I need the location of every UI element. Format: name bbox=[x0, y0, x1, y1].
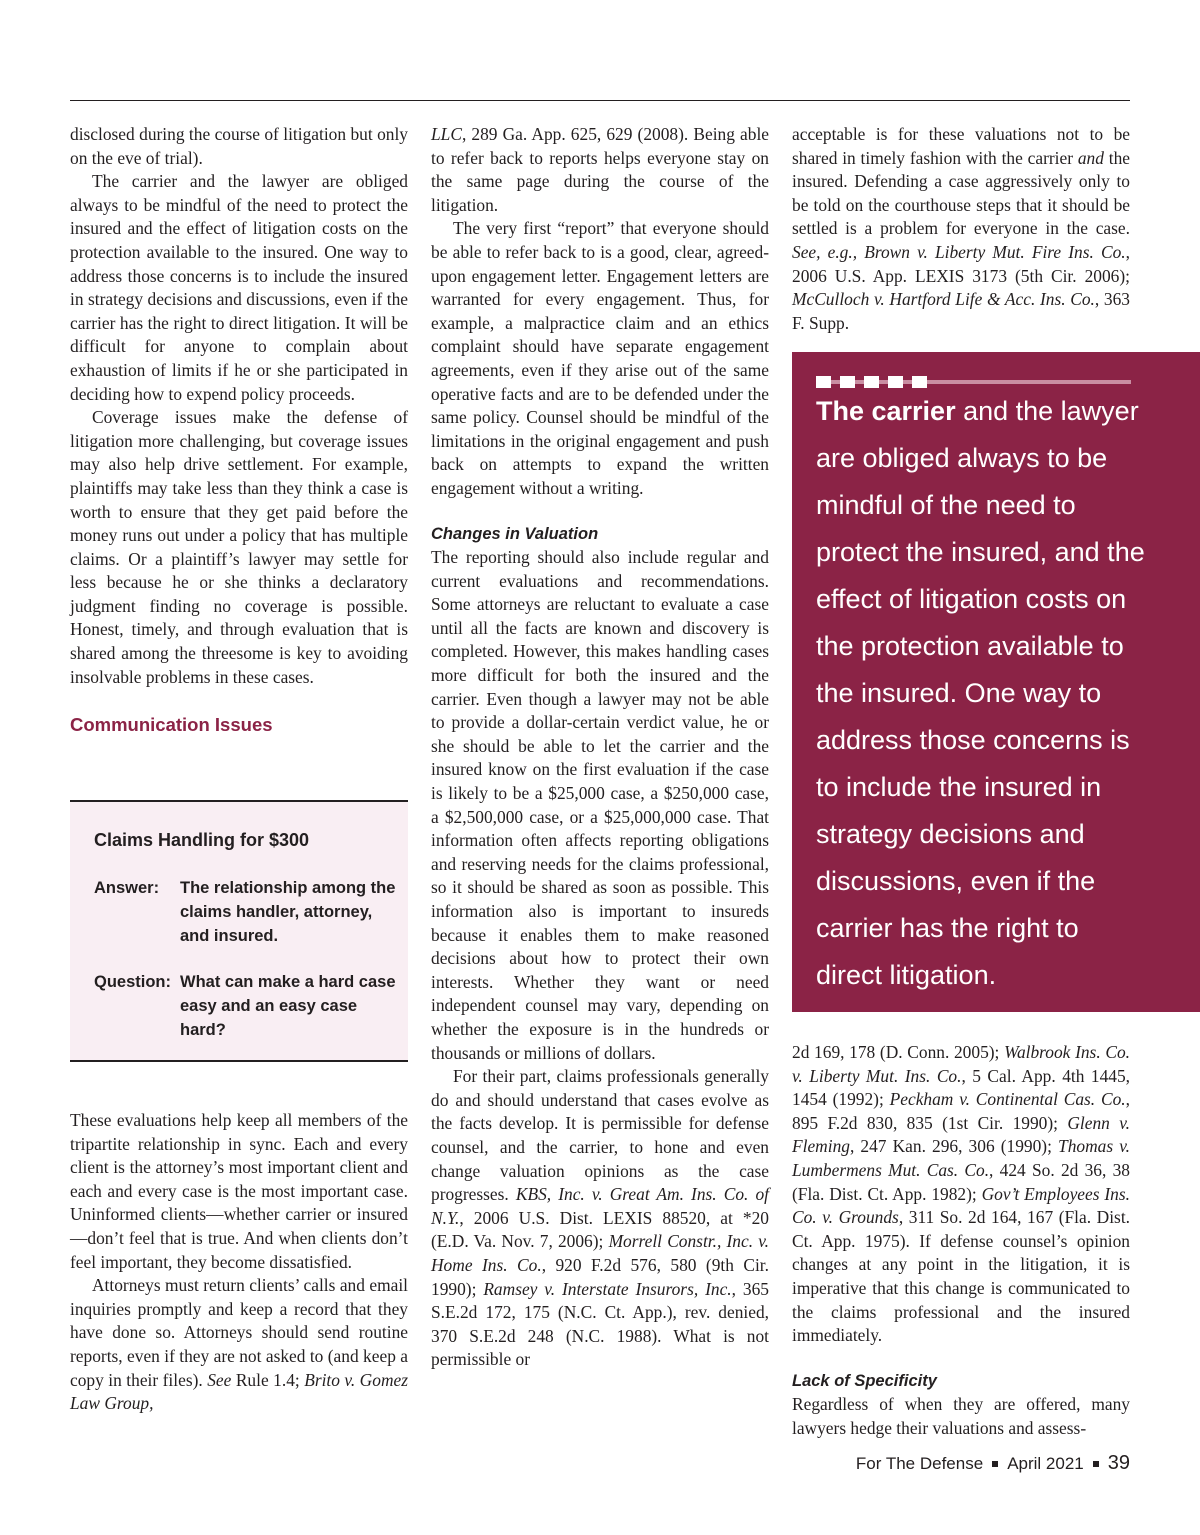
question-label: Question: bbox=[94, 973, 171, 991]
issue-date: April 2021 bbox=[1007, 1453, 1084, 1473]
col2-paragraph-1 bbox=[431, 123, 769, 217]
sidebar-question-row bbox=[94, 970, 400, 1042]
text-run: For their part, claims professionals generally do and should understand that cases evolve as the facts develop. It is permissible for defense counsel, and the carrier, to hone and even change valuation opinions as the case progresses. bbox=[431, 1066, 769, 1205]
case-citation: Morrell Constr., Inc. v. Home Ins. Co. bbox=[431, 1231, 770, 1275]
case-citation: Thomas v. Lumbermens Mut. Cas. Co. bbox=[792, 1136, 1130, 1180]
col3-paragraph-3: Regardless of when they are offered, many lawyers hedge their valuations and assess- bbox=[792, 1394, 1130, 1438]
text-run: , 2006 U.S. App. LEXIS 3173 (5th Cir. 2006); bbox=[792, 241, 1130, 286]
answer-text: The relationship among the claims handler, attorney, and insured. bbox=[180, 879, 396, 945]
column-1 bbox=[70, 123, 408, 737]
text-run: Rule 1.4; bbox=[231, 1369, 305, 1390]
case-citation: LLC bbox=[431, 124, 462, 144]
column-3 bbox=[792, 123, 1130, 335]
col3-paragraph-1 bbox=[792, 123, 1130, 335]
sidebar-answer-row bbox=[94, 876, 400, 948]
subheading-changes-in-valuation: Changes in Valuation bbox=[431, 524, 599, 543]
text-run: , 247 Kan. 296, 306 (1990); bbox=[849, 1136, 1059, 1157]
col1-paragraph-5 bbox=[70, 1274, 408, 1416]
text-run: , 920 F.2d 576, 580 (9th Cir. 1990); bbox=[431, 1254, 769, 1299]
col1-paragraph-1: disclosed during the course of litigation but only on the eve of trial). bbox=[70, 124, 408, 168]
sidebar-title: Claims Handling for $300 bbox=[94, 830, 310, 850]
pull-quote-body: and the lawyer are obliged always to be mindful of the need to protect the insured, and the effect of litigation costs on the protection available to the insured. One way to address those concerns is to include the insured in strategy decisions and discussions, even if the carrier has the right to direct litigation. bbox=[816, 396, 1145, 990]
col3-paragraph-2 bbox=[792, 1041, 1130, 1348]
text-run: the insured. Defending a case aggressively only to be told on the courthouse steps that it should be settled is a problem for everyone in the case. bbox=[792, 147, 1130, 239]
text-run: , 363 F. Supp. bbox=[792, 289, 1130, 333]
claims-handling-sidebar bbox=[70, 800, 408, 1062]
pull-quote bbox=[792, 352, 1200, 1012]
column-3-continued bbox=[792, 1041, 1130, 1441]
pull-quote-decoration bbox=[816, 376, 1131, 388]
subheading-lack-of-specificity: Lack of Specificity bbox=[792, 1371, 937, 1390]
col1-paragraph-4: These evaluations help keep all members of the tripartite relationship in sync. Each and every client is the attorney’s most important client and each and every case is the most important case. Uninformed clients—whether carrier or insured—don’t feel that is true. And when clients don’t feel important, they become dissatisfied. bbox=[70, 1110, 408, 1272]
case-citation: See, e.g., Brown v. Liberty Mut. Fire Ins. Co. bbox=[792, 241, 1126, 262]
text-run: , 5 Cal. App. 4th 1445, 1454 (1992); bbox=[792, 1065, 1131, 1110]
question-text: What can make a hard case easy and an easy case hard? bbox=[180, 973, 396, 1039]
text-run: , 2006 U.S. Dist. LEXIS 88520, at *20 (E.D. Va. Nov. 7, 2006); bbox=[431, 1207, 769, 1252]
pull-quote-text bbox=[816, 388, 1146, 999]
col1-paragraph-3: Coverage issues make the defense of litigation more challenging, but coverage issues may also help drive settlement. For example, plaintiffs may take less than they think a case is worth to ensure that they get paid before the money runs out under a policy that has multiple claims. Or a plaintiff’s lawyer may settle for less because he or she thinks a declaratory judgment finding no coverage is possible. Honest, timely, and through evaluation that is shared among the threesome is key to avoiding insolvable problems in these cases. bbox=[70, 407, 408, 687]
top-rule bbox=[70, 100, 1130, 101]
col2-paragraph-3: The reporting should also include regular and current evaluations and recommendations. Some attorneys are reluctant to evaluate a case until all the facts are known and discovery is completed. However, this makes handling cases more difficult for both the insured and the carrier. Even though a lawyer may not be able to provide a dollar-certain verdict value, he or she should be able to let the carrier and the insured know on the first evaluation if the case is likely to be a $25,000 case, a $250,000 case, a $2,500,000 case, or a $25,000,000 case. That information often affects reporting obligations and reserving needs for the claims professional, so it should be shared as soon as possible. This information also is important to insureds because it enables them to make reasoned decisions about how to protect their own interests. Whether they want or need independent counsel may vary, depending on whether the exposure is in the hundreds or thousands or millions of dollars. bbox=[431, 547, 769, 1063]
case-citation: Glenn v. Fleming bbox=[792, 1112, 1131, 1157]
emphasis: and bbox=[1077, 147, 1104, 168]
case-citation: Walbrook Ins. Co. v. Liberty Mut. Ins. Co. bbox=[792, 1042, 1130, 1086]
page-footer bbox=[856, 1452, 1130, 1475]
pull-quote-lead: The carrier bbox=[816, 396, 956, 426]
column-2 bbox=[431, 123, 769, 1372]
case-citation: Peckham v. Continental Cas. Co. bbox=[889, 1089, 1126, 1110]
col2-paragraph-4 bbox=[431, 1065, 769, 1372]
text-run: , 311 So. 2d 164, 167 (Fla. Dist. Ct. App. 1975). If defense counsel’s opinion changes at any point in the litigation, it is imperative that this change is communicated to the claims professional and the insured immediately. bbox=[792, 1207, 1130, 1346]
text-run: , 289 Ga. App. 625, 629 (2008). Being able to refer back to reports helps everyone stay on the same page during the course of the litigation. bbox=[431, 124, 769, 215]
column-1-continued bbox=[70, 1109, 408, 1416]
section-heading-communication: Communication Issues bbox=[70, 714, 273, 736]
text-run: Attorneys must return clients’ calls and email inquiries promptly and keep a record that they have done so. Attorneys should send routine reports, even if they are not asked to (and keep a copy in their files). bbox=[70, 1275, 408, 1390]
case-citation: Gov’t Employees Ins. Co. v. Grounds bbox=[792, 1183, 1130, 1228]
citation-signal: See bbox=[207, 1369, 232, 1390]
page-number: 39 bbox=[1107, 1452, 1130, 1474]
square-bullet-icon bbox=[992, 1461, 998, 1467]
col1-paragraph-2: The carrier and the lawyer are obliged always to be mindful of the need to protect the insured and the effect of litigation costs on the protection available to the insured. One way to address those concerns is to include the insured in strategy decisions and discussions, even if the carrier has the right to direct litigation. It will be difficult for anyone to complain about exhaustion of limits if he or she participated in deciding how to expend policy proceeds. bbox=[70, 171, 408, 404]
text-run: , 424 So. 2d 36, 38 (Fla. Dist. Ct. App. 1982); bbox=[792, 1159, 1131, 1204]
text-run: , 895 F.2d 830, 835 (1st Cir. 1990); bbox=[792, 1089, 1130, 1133]
text-run: , 365 S.E.2d 172, 175 (N.C. Ct. App.), rev. denied, 370 S.E.2d 248 (N.C. 1988). What is not permissible or bbox=[431, 1278, 769, 1370]
case-citation: Brito v. Gomez Law Group, bbox=[70, 1369, 408, 1414]
case-citation: KBS, Inc. v. Great Am. Ins. Co. of N.Y. bbox=[431, 1184, 769, 1228]
text-run: 2d 169, 178 (D. Conn. 2005); bbox=[792, 1042, 1005, 1062]
square-bullet-icon bbox=[1093, 1461, 1099, 1467]
case-citation: Ramsey v. Interstate Insurors, Inc. bbox=[483, 1278, 732, 1299]
publication-name: For The Defense bbox=[855, 1453, 984, 1473]
case-citation: McCulloch v. Hartford Life & Acc. Ins. Co. bbox=[792, 289, 1095, 310]
text-run: acceptable is for these valuations not to be shared in timely fashion with the carrier bbox=[792, 124, 1130, 168]
col2-paragraph-2: The very first “report” that everyone should be able to refer back to is a good, clear, agreed-upon engagement letter. Engagement letters are warranted for every engagement. Thus, for example, a malpractice claim and an ethics complaint should have separate engagement agreements, even if they arise out of the same operative facts and are to be defended under the same policy. Counsel should be mindful of the limitations in the original engagement and push back on attempts to expand the written engagement without a writing. bbox=[431, 218, 769, 498]
answer-label: Answer: bbox=[94, 879, 160, 897]
